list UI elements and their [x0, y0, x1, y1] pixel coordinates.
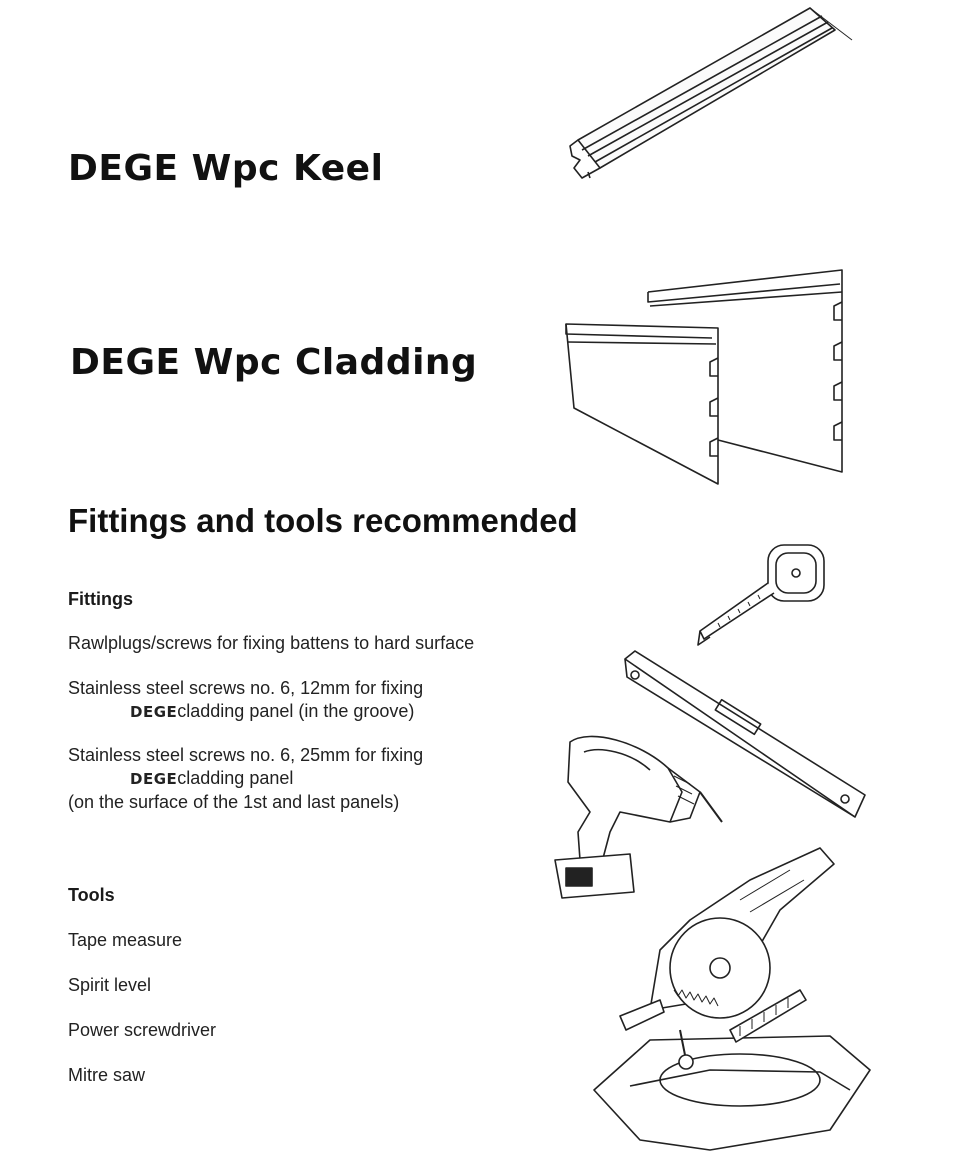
tools-title: Tools — [68, 885, 115, 905]
fitting-item-text: Stainless steel screws no. 6, 12mm for fixing — [68, 678, 424, 698]
fittings-tools-heading: Fittings and tools recommended — [68, 502, 578, 539]
tape-measure-icon — [690, 535, 840, 655]
tool-item-power-screwdriver: Power screwdriver — [68, 1020, 217, 1040]
keel-profile-icon — [560, 0, 860, 200]
fitting-item-screws-25mm — [68, 744, 423, 814]
fitting-item-continuation: cladding panel — [177, 768, 294, 788]
tool-item-mitre-saw: Mitre saw — [68, 1065, 146, 1085]
fitting-item-continuation: cladding panel (in the groove) — [177, 701, 415, 721]
fitting-item-rawlplugs: Rawlplugs/screws for fixing battens to hard surface — [68, 633, 475, 653]
brand-name: DEGE — [130, 703, 178, 721]
fitting-item-text-line2 — [68, 700, 423, 724]
mitre-saw-icon — [590, 840, 880, 1158]
fitting-item-text: Stainless steel screws no. 6, 25mm for fixing — [68, 745, 424, 765]
keel-heading: DEGE Wpc Keel — [68, 148, 384, 189]
brand-name: DEGE — [130, 770, 178, 788]
tool-item-tape-measure: Tape measure — [68, 930, 183, 950]
tool-item-spirit-level: Spirit level — [68, 975, 152, 995]
fitting-item-text-line2 — [68, 767, 423, 791]
cladding-heading: DEGE Wpc Cladding — [70, 342, 478, 383]
fitting-item-screws-12mm — [68, 677, 423, 724]
cladding-panels-icon — [550, 262, 860, 492]
fittings-title: Fittings — [68, 589, 133, 609]
fitting-item-text-line3: (on the surface of the 1st and last panels) — [68, 792, 400, 812]
